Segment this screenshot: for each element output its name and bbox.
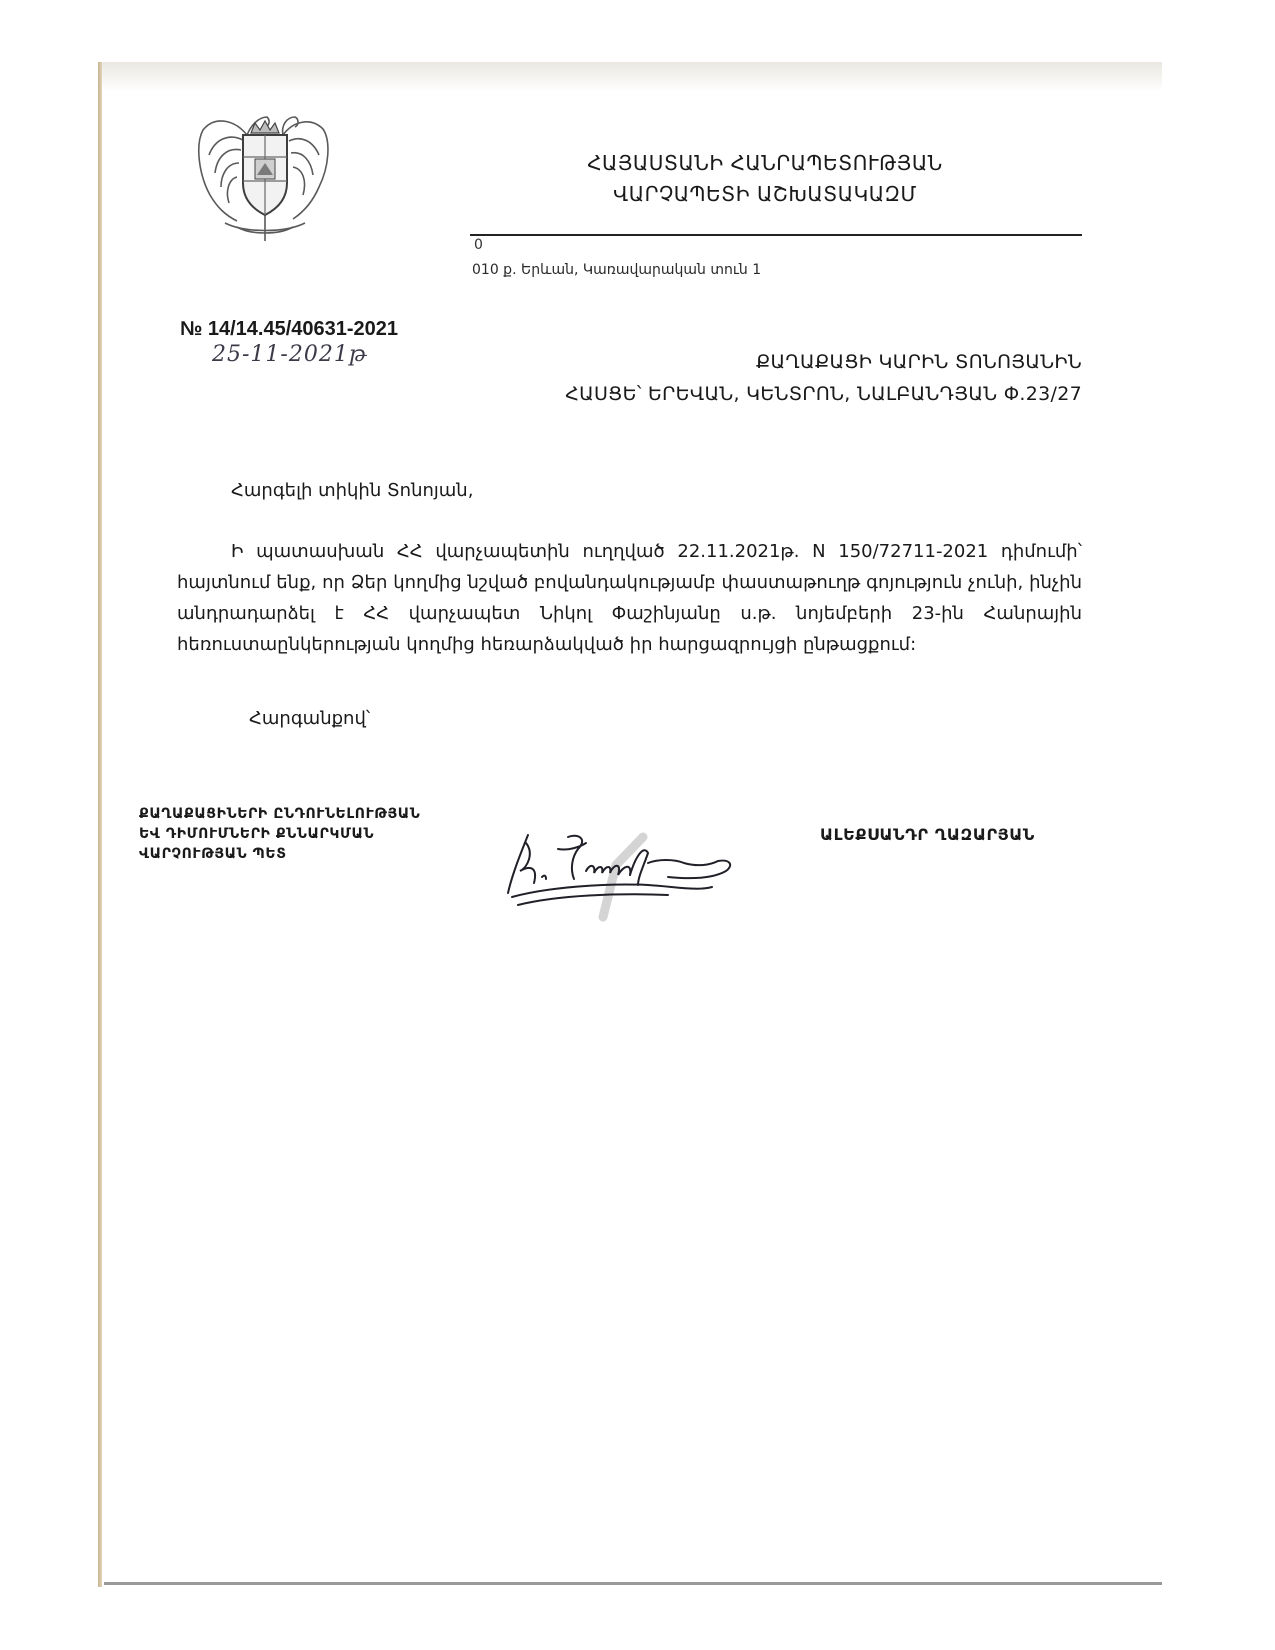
letter-body: Ի պատասխան ՀՀ վարչապետին ուղղված 22.11.2021թ. N 150/72711-2021 դիմումի՝ հայտնում ենք, որ Ձեր կողմից նշված բովանդակությամբ փաստաթուղթ գոյություն չունի, ինչին անդրադարձել է ՀՀ վարչապետ Նիկոլ Փաշինյանը ս.թ. նոյեմբերի 23-ին Հանրային հեռուստաընկերության կողմից հեռարձակված իր հարցազրույցի ընթացքում: — [177, 541, 1082, 655]
header-divider — [470, 234, 1082, 236]
signatory-title-line-1: ՔԱՂԱՔԱՑԻՆԵՐԻ ԸՆԴՈՒՆԵԼՈՒԹՅԱՆ — [139, 806, 421, 822]
armenian-coat-of-arms-icon — [185, 95, 345, 245]
handwritten-signature-icon — [498, 825, 758, 930]
government-title — [520, 148, 1010, 210]
document-number: № 14/14.45/40631-2021 — [180, 318, 399, 340]
sender-address: 010 ք. Երևան, Կառավարական տուն 1 — [472, 262, 762, 278]
signatory-title-line-3: ՎԱՐՉՈՒԹՅԱՆ ՊԵՏ — [139, 846, 287, 862]
gov-title-line-1: ՀԱՅԱՍՏԱՆԻ ՀԱՆՐԱՊԵՏՈՒԹՅԱՆ — [587, 151, 943, 175]
gov-title-line-2: ՎԱՐՉԱՊԵՏԻ ԱՇԽԱՏԱԿԱԶՄ — [613, 182, 917, 206]
recipient-address: ՀԱՍՑԵ՝ ԵՐԵՎԱՆ, ԿԵՆՏՐՈՆ, ՆԱԼԲԱՆԴՅԱՆ Փ.23/27 — [565, 383, 1082, 405]
handwritten-date: 25-11-2021թ — [212, 342, 368, 367]
signatory-title-line-2: ԵՎ ԴԻՄՈՒՄՆԵՐԻ ՔՆՆԱՐԿՄԱՆ — [139, 826, 375, 842]
recipient-name: ՔԱՂԱՔԱՑԻ ԿԱՐԻՆ ՏՈՆՈՅԱՆԻՆ — [755, 351, 1082, 373]
paper-bottom-edge — [104, 1582, 1162, 1585]
salutation: Հարգելի տիկին Տոնոյան, — [231, 480, 474, 501]
closing-phrase: Հարգանքով՝ — [249, 708, 371, 729]
zero-mark: 0 — [474, 237, 483, 253]
paper-top-shade — [102, 62, 1162, 92]
signer-name: ԱԼԵՔՍԱՆԴՐ ՂԱԶԱՐՅԱՆ — [820, 825, 1035, 844]
recipient-block — [500, 346, 1082, 410]
paper-left-edge — [98, 62, 102, 1587]
signatory-title — [139, 804, 420, 864]
